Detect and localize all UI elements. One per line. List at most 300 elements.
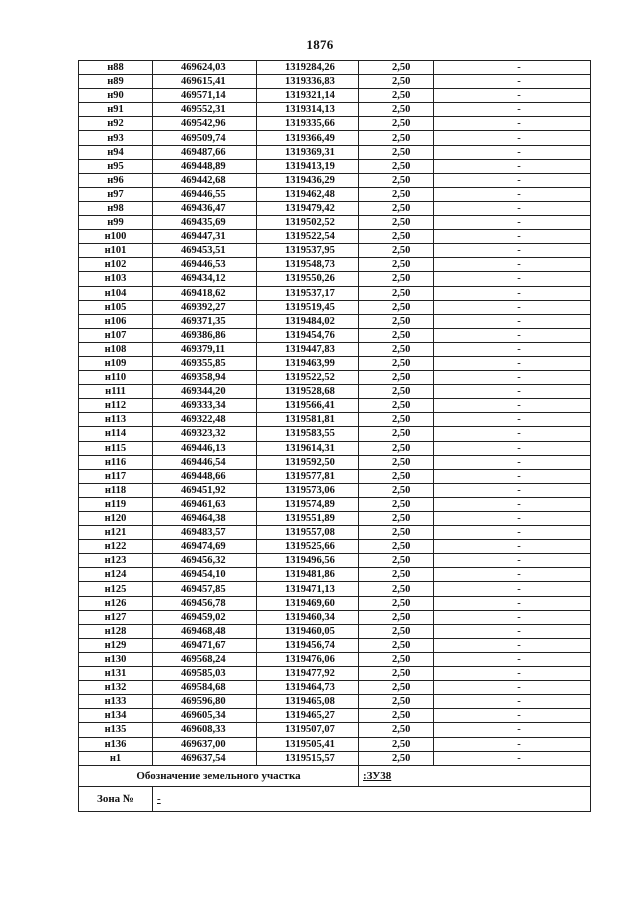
x-coordinate-cell: 469371,35 (153, 314, 257, 328)
table-row (79, 103, 591, 117)
description-cell: - (434, 427, 591, 441)
point-id-cell: н90 (79, 89, 153, 103)
description-cell: - (434, 258, 591, 272)
description-cell: - (434, 159, 591, 173)
description-cell: - (434, 709, 591, 723)
x-coordinate-cell: 469461,63 (153, 497, 257, 511)
point-id-cell: н88 (79, 61, 153, 75)
error-cell: 2,50 (359, 230, 434, 244)
y-coordinate-cell: 1319454,76 (257, 328, 359, 342)
description-cell: - (434, 413, 591, 427)
table-row (79, 356, 591, 370)
table-row (79, 512, 591, 526)
point-id-cell: н133 (79, 695, 153, 709)
error-cell: 2,50 (359, 709, 434, 723)
error-cell: 2,50 (359, 596, 434, 610)
x-coordinate-cell: 469446,53 (153, 258, 257, 272)
table-row (79, 596, 591, 610)
error-cell: 2,50 (359, 187, 434, 201)
table-row (79, 385, 591, 399)
point-id-cell: н116 (79, 455, 153, 469)
error-cell: 2,50 (359, 201, 434, 215)
description-cell: - (434, 512, 591, 526)
y-coordinate-cell: 1319447,83 (257, 342, 359, 356)
point-id-cell: н106 (79, 314, 153, 328)
table-row (79, 258, 591, 272)
point-id-cell: н125 (79, 582, 153, 596)
table-row (79, 582, 591, 596)
y-coordinate-cell: 1319481,86 (257, 568, 359, 582)
y-coordinate-cell: 1319566,41 (257, 399, 359, 413)
error-cell: 2,50 (359, 117, 434, 131)
description-cell: - (434, 526, 591, 540)
point-id-cell: н95 (79, 159, 153, 173)
table-row (79, 413, 591, 427)
table-row (79, 272, 591, 286)
error-cell: 2,50 (359, 681, 434, 695)
table-row (79, 540, 591, 554)
table-row (79, 89, 591, 103)
table-row (79, 681, 591, 695)
description-cell: - (434, 244, 591, 258)
y-coordinate-cell: 1319336,83 (257, 75, 359, 89)
x-coordinate-cell: 469386,86 (153, 328, 257, 342)
x-coordinate-cell: 469474,69 (153, 540, 257, 554)
point-id-cell: н96 (79, 173, 153, 187)
table-row (79, 244, 591, 258)
point-id-cell: н130 (79, 652, 153, 666)
y-coordinate-cell: 1319551,89 (257, 512, 359, 526)
description-cell: - (434, 751, 591, 765)
x-coordinate-cell: 469568,24 (153, 652, 257, 666)
land-plot-designation-value: :ЗУ38 (359, 765, 591, 786)
description-cell: - (434, 399, 591, 413)
land-plot-designation-row (79, 765, 591, 786)
x-coordinate-cell: 469456,32 (153, 554, 257, 568)
point-id-cell: н131 (79, 667, 153, 681)
table-row (79, 173, 591, 187)
x-coordinate-cell: 469454,10 (153, 568, 257, 582)
error-cell: 2,50 (359, 427, 434, 441)
error-cell: 2,50 (359, 314, 434, 328)
table-row (79, 399, 591, 413)
x-coordinate-cell: 469446,55 (153, 187, 257, 201)
error-cell: 2,50 (359, 554, 434, 568)
y-coordinate-cell: 1319496,56 (257, 554, 359, 568)
error-cell: 2,50 (359, 272, 434, 286)
table-row (79, 75, 591, 89)
x-coordinate-cell: 469483,57 (153, 526, 257, 540)
point-id-cell: н122 (79, 540, 153, 554)
point-id-cell: н100 (79, 230, 153, 244)
description-cell: - (434, 737, 591, 751)
x-coordinate-cell: 469392,27 (153, 300, 257, 314)
y-coordinate-cell: 1319436,29 (257, 173, 359, 187)
x-coordinate-cell: 469442,68 (153, 173, 257, 187)
y-coordinate-cell: 1319462,48 (257, 187, 359, 201)
x-coordinate-cell: 469615,41 (153, 75, 257, 89)
error-cell: 2,50 (359, 652, 434, 666)
error-cell: 2,50 (359, 244, 434, 258)
description-cell: - (434, 328, 591, 342)
x-coordinate-cell: 469453,51 (153, 244, 257, 258)
x-coordinate-cell: 469605,34 (153, 709, 257, 723)
table-row (79, 159, 591, 173)
y-coordinate-cell: 1319557,08 (257, 526, 359, 540)
error-cell: 2,50 (359, 441, 434, 455)
y-coordinate-cell: 1319505,41 (257, 737, 359, 751)
point-id-cell: н128 (79, 624, 153, 638)
point-id-cell: н93 (79, 131, 153, 145)
point-id-cell: н119 (79, 497, 153, 511)
point-id-cell: н1 (79, 751, 153, 765)
error-cell: 2,50 (359, 469, 434, 483)
point-id-cell: н108 (79, 342, 153, 356)
point-id-cell: н129 (79, 638, 153, 652)
y-coordinate-cell: 1319583,55 (257, 427, 359, 441)
x-coordinate-cell: 469451,92 (153, 483, 257, 497)
table-row (79, 314, 591, 328)
table-row (79, 117, 591, 131)
description-cell: - (434, 624, 591, 638)
x-coordinate-cell: 469552,31 (153, 103, 257, 117)
description-cell: - (434, 201, 591, 215)
page-number: 1876 (306, 37, 334, 52)
y-coordinate-cell: 1319471,13 (257, 582, 359, 596)
error-cell: 2,50 (359, 582, 434, 596)
point-id-cell: н115 (79, 441, 153, 455)
table-row (79, 652, 591, 666)
y-coordinate-cell: 1319460,34 (257, 610, 359, 624)
table-row (79, 751, 591, 765)
point-id-cell: н121 (79, 526, 153, 540)
point-id-cell: н111 (79, 385, 153, 399)
error-cell: 2,50 (359, 413, 434, 427)
x-coordinate-cell: 469435,69 (153, 216, 257, 230)
description-cell: - (434, 497, 591, 511)
error-cell: 2,50 (359, 610, 434, 624)
description-cell: - (434, 300, 591, 314)
y-coordinate-cell: 1319581,81 (257, 413, 359, 427)
y-coordinate-cell: 1319502,52 (257, 216, 359, 230)
x-coordinate-cell: 469637,54 (153, 751, 257, 765)
error-cell: 2,50 (359, 286, 434, 300)
y-coordinate-cell: 1319369,31 (257, 145, 359, 159)
point-id-cell: н124 (79, 568, 153, 582)
y-coordinate-cell: 1319537,17 (257, 286, 359, 300)
description-cell: - (434, 230, 591, 244)
error-cell: 2,50 (359, 145, 434, 159)
point-id-cell: н132 (79, 681, 153, 695)
point-id-cell: н102 (79, 258, 153, 272)
point-id-cell: н136 (79, 737, 153, 751)
description-cell: - (434, 554, 591, 568)
table-row (79, 427, 591, 441)
y-coordinate-cell: 1319284,26 (257, 61, 359, 75)
point-id-cell: н103 (79, 272, 153, 286)
description-cell: - (434, 596, 591, 610)
description-cell: - (434, 652, 591, 666)
x-coordinate-cell: 469448,89 (153, 159, 257, 173)
description-cell: - (434, 441, 591, 455)
y-coordinate-cell: 1319321,14 (257, 89, 359, 103)
table-row (79, 441, 591, 455)
y-coordinate-cell: 1319522,52 (257, 371, 359, 385)
y-coordinate-cell: 1319465,08 (257, 695, 359, 709)
x-coordinate-cell: 469323,32 (153, 427, 257, 441)
x-coordinate-cell: 469509,74 (153, 131, 257, 145)
error-cell: 2,50 (359, 300, 434, 314)
y-coordinate-cell: 1319614,31 (257, 441, 359, 455)
y-coordinate-cell: 1319592,50 (257, 455, 359, 469)
table-row (79, 695, 591, 709)
y-coordinate-cell: 1319469,60 (257, 596, 359, 610)
x-coordinate-cell: 469585,03 (153, 667, 257, 681)
table-row (79, 342, 591, 356)
error-cell: 2,50 (359, 159, 434, 173)
description-cell: - (434, 314, 591, 328)
table-row (79, 300, 591, 314)
error-cell: 2,50 (359, 75, 434, 89)
description-cell: - (434, 356, 591, 370)
error-cell: 2,50 (359, 371, 434, 385)
table-row (79, 216, 591, 230)
y-coordinate-cell: 1319522,54 (257, 230, 359, 244)
error-cell: 2,50 (359, 61, 434, 75)
y-coordinate-cell: 1319525,66 (257, 540, 359, 554)
description-cell: - (434, 286, 591, 300)
x-coordinate-cell: 469418,62 (153, 286, 257, 300)
description-cell: - (434, 131, 591, 145)
y-coordinate-cell: 1319574,89 (257, 497, 359, 511)
point-id-cell: н135 (79, 723, 153, 737)
y-coordinate-cell: 1319484,02 (257, 314, 359, 328)
x-coordinate-cell: 469436,47 (153, 201, 257, 215)
x-coordinate-cell: 469379,11 (153, 342, 257, 356)
point-id-cell: н113 (79, 413, 153, 427)
error-cell: 2,50 (359, 89, 434, 103)
table-row (79, 61, 591, 75)
zone-label: Зона № (79, 786, 153, 811)
error-cell: 2,50 (359, 540, 434, 554)
error-cell: 2,50 (359, 723, 434, 737)
error-cell: 2,50 (359, 695, 434, 709)
table-row (79, 286, 591, 300)
x-coordinate-cell: 469355,85 (153, 356, 257, 370)
y-coordinate-cell: 1319456,74 (257, 638, 359, 652)
point-id-cell: н98 (79, 201, 153, 215)
y-coordinate-cell: 1319366,49 (257, 131, 359, 145)
description-cell: - (434, 667, 591, 681)
land-plot-designation-label: Обозначение земельного участка (79, 765, 359, 786)
table-row (79, 610, 591, 624)
table-row (79, 328, 591, 342)
y-coordinate-cell: 1319476,06 (257, 652, 359, 666)
point-id-cell: н89 (79, 75, 153, 89)
description-cell: - (434, 272, 591, 286)
table-row (79, 568, 591, 582)
error-cell: 2,50 (359, 356, 434, 370)
error-cell: 2,50 (359, 512, 434, 526)
error-cell: 2,50 (359, 526, 434, 540)
point-id-cell: н105 (79, 300, 153, 314)
zone-value: - (153, 786, 591, 811)
point-id-cell: н117 (79, 469, 153, 483)
x-coordinate-cell: 469434,12 (153, 272, 257, 286)
table-row (79, 187, 591, 201)
description-cell: - (434, 455, 591, 469)
y-coordinate-cell: 1319460,05 (257, 624, 359, 638)
y-coordinate-cell: 1319528,68 (257, 385, 359, 399)
description-cell: - (434, 638, 591, 652)
description-cell: - (434, 216, 591, 230)
error-cell: 2,50 (359, 667, 434, 681)
y-coordinate-cell: 1319463,99 (257, 356, 359, 370)
description-cell: - (434, 469, 591, 483)
table-row (79, 483, 591, 497)
x-coordinate-cell: 469446,54 (153, 455, 257, 469)
error-cell: 2,50 (359, 328, 434, 342)
point-id-cell: н134 (79, 709, 153, 723)
y-coordinate-cell: 1319335,66 (257, 117, 359, 131)
x-coordinate-cell: 469637,00 (153, 737, 257, 751)
x-coordinate-cell: 469322,48 (153, 413, 257, 427)
y-coordinate-cell: 1319515,57 (257, 751, 359, 765)
description-cell: - (434, 540, 591, 554)
table-row (79, 638, 591, 652)
description-cell: - (434, 681, 591, 695)
point-id-cell: н126 (79, 596, 153, 610)
table-row (79, 469, 591, 483)
x-coordinate-cell: 469487,66 (153, 145, 257, 159)
description-cell: - (434, 483, 591, 497)
error-cell: 2,50 (359, 497, 434, 511)
table-row (79, 624, 591, 638)
point-id-cell: н91 (79, 103, 153, 117)
point-id-cell: н123 (79, 554, 153, 568)
error-cell: 2,50 (359, 103, 434, 117)
x-coordinate-cell: 469464,38 (153, 512, 257, 526)
description-cell: - (434, 75, 591, 89)
description-cell: - (434, 610, 591, 624)
table-row (79, 723, 591, 737)
y-coordinate-cell: 1319479,42 (257, 201, 359, 215)
x-coordinate-cell: 469459,02 (153, 610, 257, 624)
y-coordinate-cell: 1319519,45 (257, 300, 359, 314)
point-id-cell: н127 (79, 610, 153, 624)
table-row (79, 230, 591, 244)
y-coordinate-cell: 1319477,92 (257, 667, 359, 681)
point-id-cell: н110 (79, 371, 153, 385)
point-id-cell: н109 (79, 356, 153, 370)
description-cell: - (434, 173, 591, 187)
description-cell: - (434, 342, 591, 356)
table-row (79, 455, 591, 469)
point-id-cell: н97 (79, 187, 153, 201)
point-id-cell: н104 (79, 286, 153, 300)
coordinates-table-body (79, 61, 591, 766)
point-id-cell: н118 (79, 483, 153, 497)
table-row (79, 709, 591, 723)
table-row (79, 554, 591, 568)
y-coordinate-cell: 1319314,13 (257, 103, 359, 117)
error-cell: 2,50 (359, 483, 434, 497)
description-cell: - (434, 117, 591, 131)
point-id-cell: н112 (79, 399, 153, 413)
description-cell: - (434, 103, 591, 117)
point-id-cell: н101 (79, 244, 153, 258)
point-id-cell: н94 (79, 145, 153, 159)
error-cell: 2,50 (359, 624, 434, 638)
table-row (79, 371, 591, 385)
point-id-cell: н92 (79, 117, 153, 131)
table-row (79, 667, 591, 681)
error-cell: 2,50 (359, 751, 434, 765)
error-cell: 2,50 (359, 568, 434, 582)
x-coordinate-cell: 469447,31 (153, 230, 257, 244)
error-cell: 2,50 (359, 216, 434, 230)
table-row (79, 737, 591, 751)
x-coordinate-cell: 469542,96 (153, 117, 257, 131)
error-cell: 2,50 (359, 455, 434, 469)
y-coordinate-cell: 1319537,95 (257, 244, 359, 258)
x-coordinate-cell: 469457,85 (153, 582, 257, 596)
error-cell: 2,50 (359, 737, 434, 751)
y-coordinate-cell: 1319550,26 (257, 272, 359, 286)
error-cell: 2,50 (359, 638, 434, 652)
description-cell: - (434, 371, 591, 385)
x-coordinate-cell: 469446,13 (153, 441, 257, 455)
description-cell: - (434, 582, 591, 596)
description-cell: - (434, 89, 591, 103)
point-id-cell: н107 (79, 328, 153, 342)
x-coordinate-cell: 469468,48 (153, 624, 257, 638)
x-coordinate-cell: 469584,68 (153, 681, 257, 695)
error-cell: 2,50 (359, 342, 434, 356)
y-coordinate-cell: 1319464,73 (257, 681, 359, 695)
table-row (79, 145, 591, 159)
x-coordinate-cell: 469471,67 (153, 638, 257, 652)
x-coordinate-cell: 469624,03 (153, 61, 257, 75)
table-row (79, 131, 591, 145)
x-coordinate-cell: 469344,20 (153, 385, 257, 399)
y-coordinate-cell: 1319413,19 (257, 159, 359, 173)
x-coordinate-cell: 469456,78 (153, 596, 257, 610)
coordinates-table (78, 60, 591, 812)
description-cell: - (434, 723, 591, 737)
table-row (79, 497, 591, 511)
x-coordinate-cell: 469571,14 (153, 89, 257, 103)
error-cell: 2,50 (359, 258, 434, 272)
x-coordinate-cell: 469448,66 (153, 469, 257, 483)
error-cell: 2,50 (359, 173, 434, 187)
table-row (79, 201, 591, 215)
zone-row (79, 786, 591, 811)
description-cell: - (434, 568, 591, 582)
y-coordinate-cell: 1319507,07 (257, 723, 359, 737)
x-coordinate-cell: 469333,34 (153, 399, 257, 413)
error-cell: 2,50 (359, 399, 434, 413)
point-id-cell: н99 (79, 216, 153, 230)
y-coordinate-cell: 1319548,73 (257, 258, 359, 272)
description-cell: - (434, 385, 591, 399)
y-coordinate-cell: 1319577,81 (257, 469, 359, 483)
description-cell: - (434, 695, 591, 709)
error-cell: 2,50 (359, 131, 434, 145)
x-coordinate-cell: 469608,33 (153, 723, 257, 737)
y-coordinate-cell: 1319465,27 (257, 709, 359, 723)
point-id-cell: н120 (79, 512, 153, 526)
